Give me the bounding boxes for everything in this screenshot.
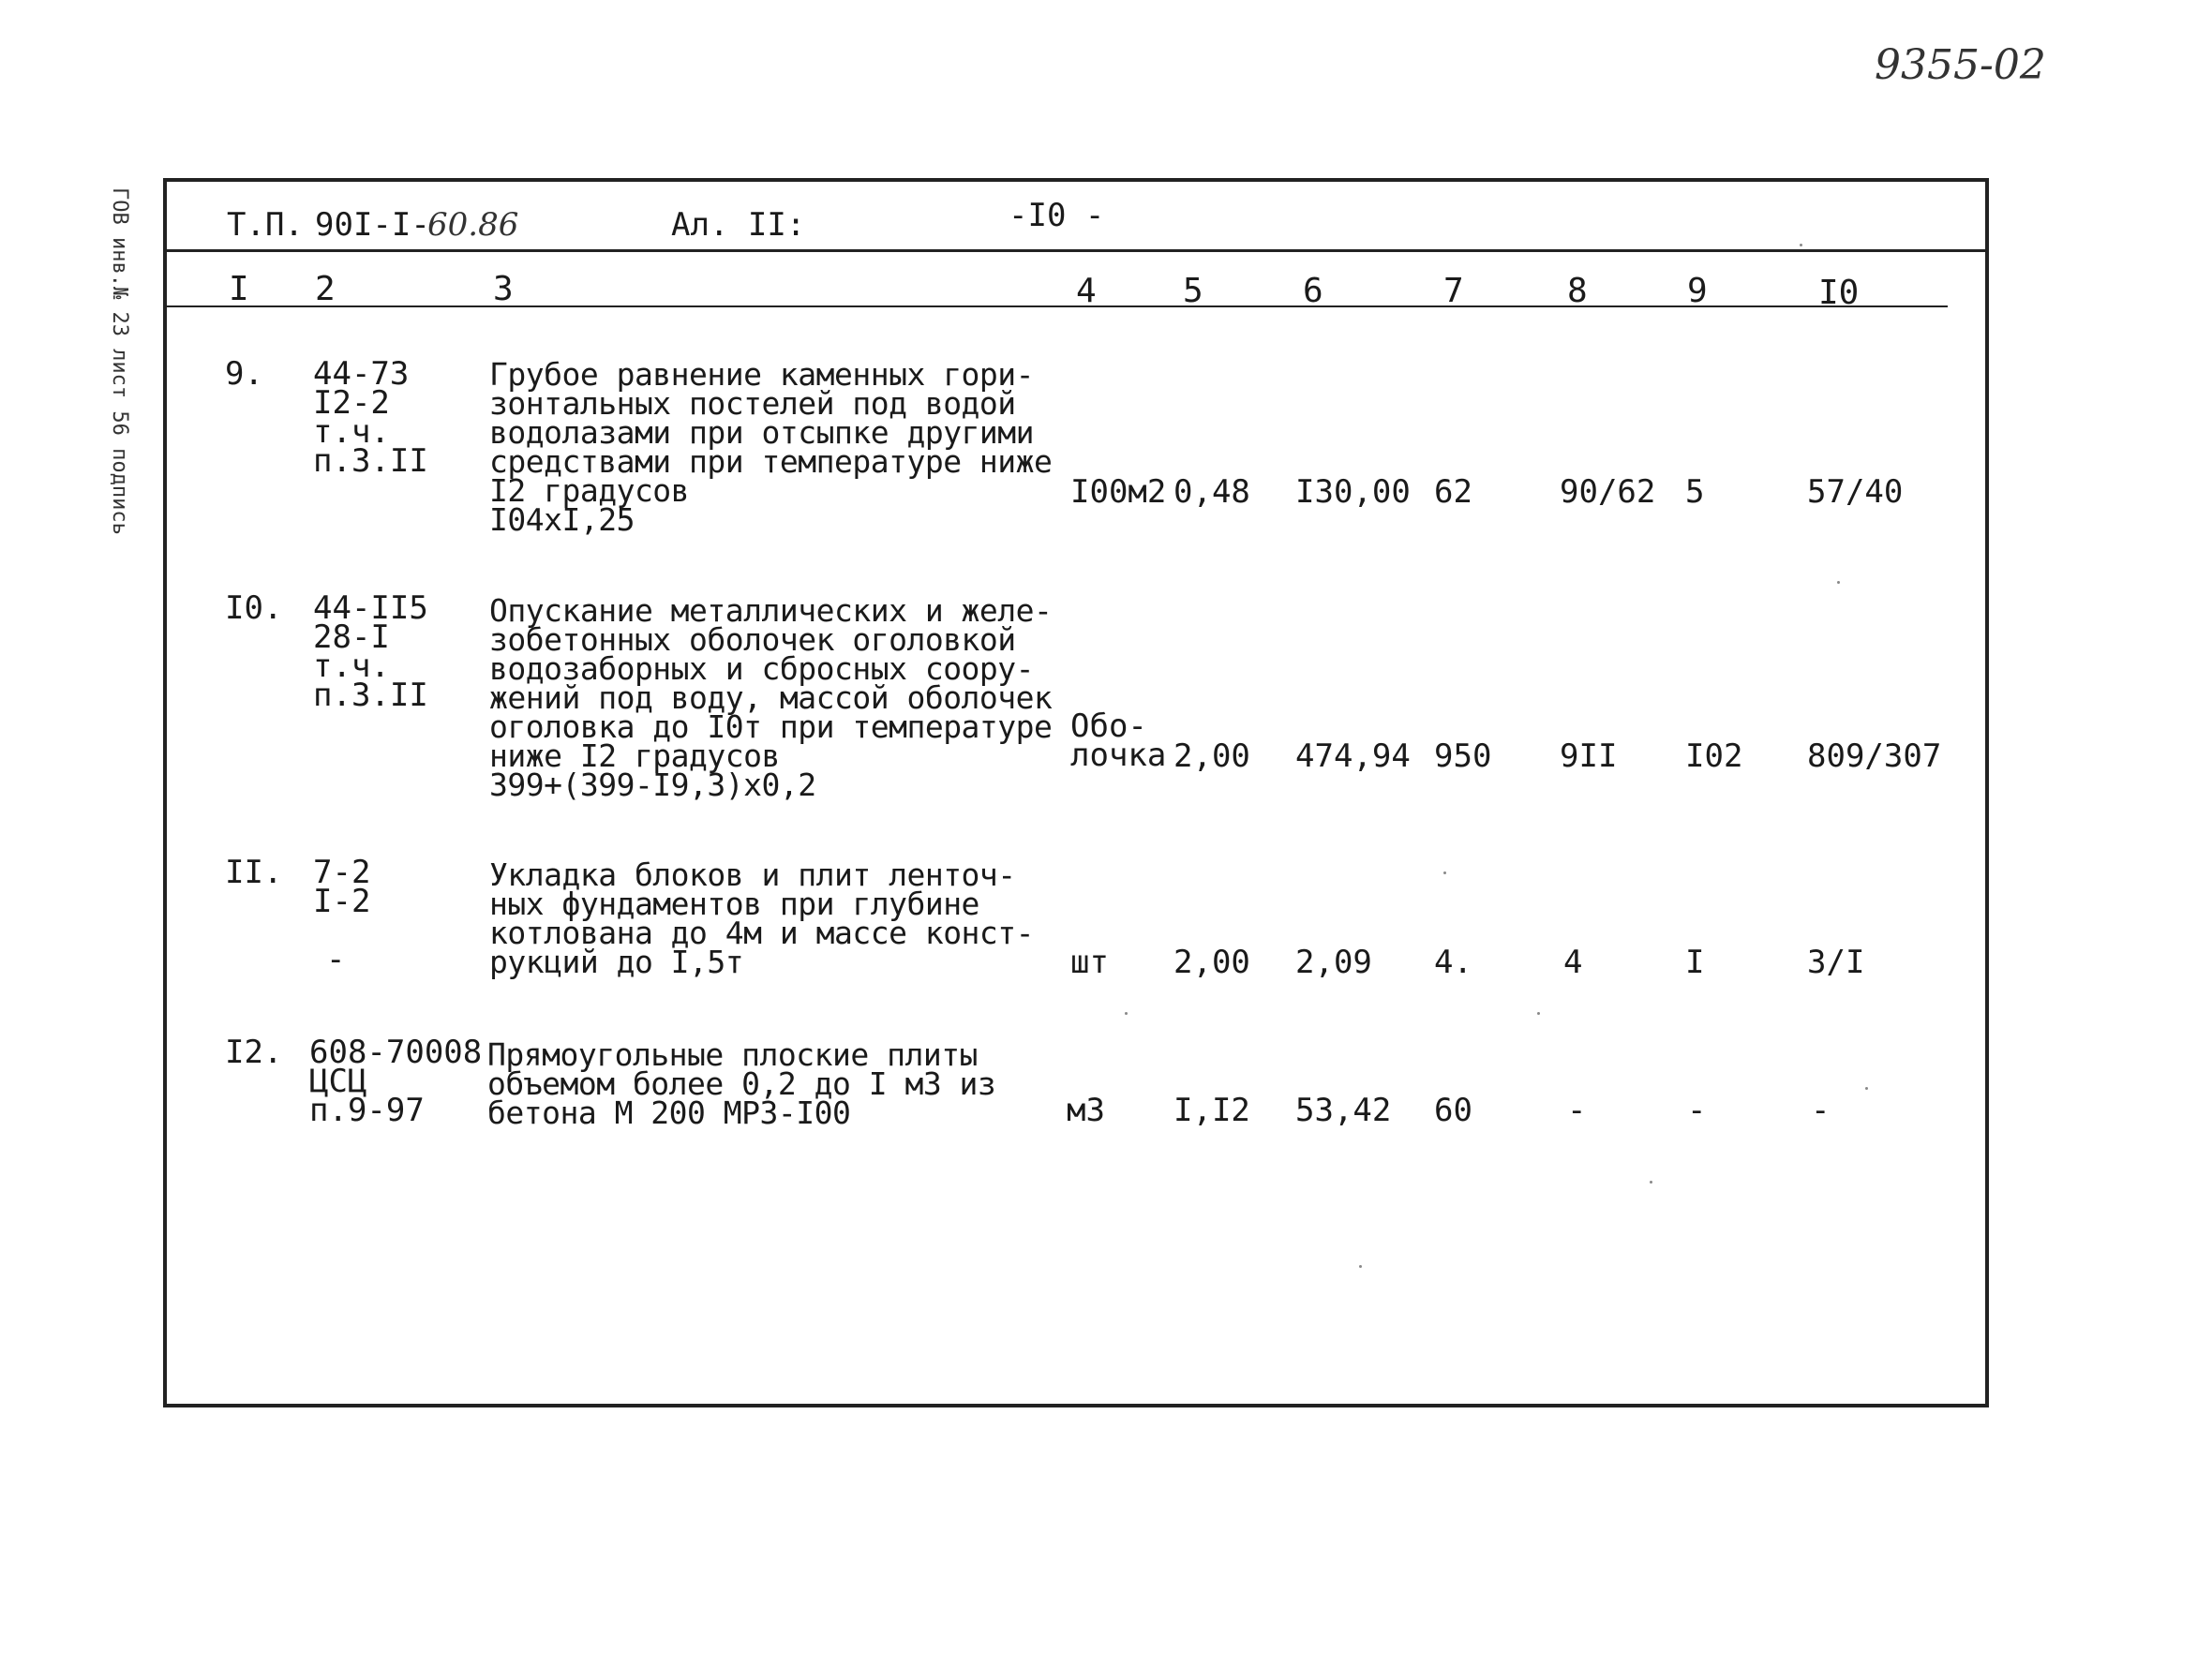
- scan-speck: [1650, 1181, 1652, 1184]
- col9-value: -: [1687, 1092, 1707, 1129]
- column-number: I: [229, 270, 249, 308]
- col8-value: 9II: [1560, 737, 1618, 775]
- column-number: 2: [315, 270, 336, 308]
- scan-speck: [1359, 1265, 1362, 1268]
- col8-value: 90/62: [1560, 473, 1656, 511]
- scan-speck: [1837, 581, 1840, 584]
- unit-price: 474,94: [1295, 737, 1411, 775]
- col9-value: I: [1685, 944, 1705, 981]
- column-number: 3: [493, 270, 514, 308]
- row-number: II.: [225, 854, 283, 891]
- col10-value: -: [1811, 1092, 1831, 1129]
- header-divider: [163, 249, 1989, 252]
- work-description: Опускание металлических и желе- зобетонных оболочек оголовкой водозаборных и сбросных соору- жений под воду, массой оболочек оголовка до I0т при температуре ниже I2 градусов 399+(399-I9,3)x0,2: [489, 592, 1053, 803]
- column-number: 4: [1076, 272, 1097, 310]
- document-code: 9355-02: [1875, 41, 2046, 89]
- table-frame: [163, 178, 1989, 1407]
- work-description: Укладка блоков и плит ленточ- ных фундаментов при глубине котлована до 4м и массе конст- рукций до I,5т: [489, 856, 1035, 980]
- norm-code: 44-73 I2-2 т.ч. п.3.II: [313, 355, 428, 480]
- col7-value: 62: [1434, 473, 1472, 511]
- scan-speck: [1443, 871, 1446, 874]
- column-number: 6: [1303, 272, 1323, 310]
- col7-value: 4.: [1434, 944, 1472, 981]
- side-stamp: ГОВ инв.№ 23 лист 56 подпись: [108, 187, 131, 535]
- scan-speck: [1865, 1087, 1868, 1090]
- unit-price: I30,00: [1295, 473, 1411, 511]
- column-number: I0: [1818, 274, 1860, 312]
- row-number: 9.: [225, 355, 263, 393]
- unit: Обо- лочка: [1070, 707, 1167, 774]
- work-description: Прямоугольные плоские плиты объемом более 0,2 до I м3 из бетона М 200 МРЗ-I00: [487, 1036, 996, 1131]
- quantity: 2,00: [1173, 944, 1250, 981]
- quantity: 0,48: [1173, 473, 1250, 511]
- norm-code: 44-II5 28-I т.ч. п.3.II: [313, 589, 428, 714]
- work-description: Грубое равнение каменных гори- зонтальных постелей под водой водолазами при отсыпке другими средствами при температуре ниже I2 градусов I04xI,25: [489, 356, 1053, 538]
- column-numbers-underline: [167, 305, 1948, 307]
- unit-price: 2,09: [1295, 944, 1372, 981]
- unit: м3: [1067, 1092, 1105, 1129]
- column-number: 9: [1687, 272, 1708, 310]
- col10-value: 809/307: [1807, 737, 1942, 775]
- unit: шт: [1070, 944, 1109, 981]
- page-number: -I0 -: [1009, 197, 1105, 234]
- col7-value: 950: [1434, 737, 1492, 775]
- column-number: 5: [1183, 272, 1203, 310]
- tp-number-handwritten: 60.86: [427, 206, 519, 244]
- col10-value: 3/I: [1807, 944, 1865, 981]
- tp-prefix: Т.П.: [227, 206, 304, 244]
- scan-speck: [1125, 1012, 1128, 1015]
- column-number: 7: [1443, 272, 1464, 310]
- row-number: I2.: [225, 1034, 283, 1071]
- row-number: I0.: [225, 589, 283, 627]
- unit: I00м2: [1070, 473, 1167, 511]
- col8-value: -: [1567, 1092, 1587, 1129]
- column-number: 8: [1567, 272, 1588, 310]
- quantity: I,I2: [1173, 1092, 1250, 1129]
- col7-value: 60: [1434, 1092, 1472, 1129]
- tp-number: 90I-I-: [315, 206, 430, 244]
- unit-price: 53,42: [1295, 1092, 1392, 1129]
- album-label: Ал. II:: [671, 206, 806, 244]
- col8-value: 4: [1563, 944, 1583, 981]
- norm-code: 608-70008 ЦСЦ п.9-97: [309, 1034, 483, 1129]
- quantity: 2,00: [1173, 737, 1250, 775]
- scan-speck: [1800, 244, 1802, 246]
- scan-speck: [1537, 1012, 1540, 1015]
- col9-value: I02: [1685, 737, 1743, 775]
- norm-code: 7-2 I-2 -: [313, 854, 371, 978]
- col10-value: 57/40: [1807, 473, 1904, 511]
- col9-value: 5: [1685, 473, 1705, 511]
